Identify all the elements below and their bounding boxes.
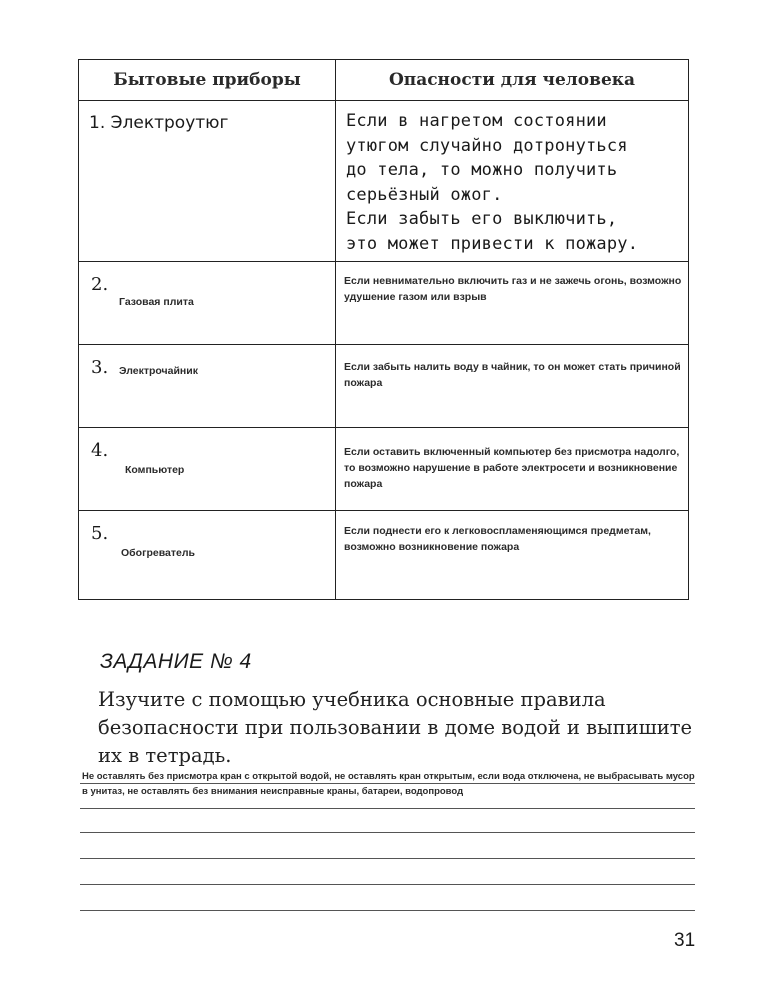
answer-line — [80, 858, 695, 859]
answer-text: Не оставлять без присмотра кран с открытой водой, не оставлять кран открытым, если вода отключена, не выбрасывать мусор в унитаз, не оставлять без внимания неисправные краны, батареи, водопровод — [82, 771, 695, 797]
appliance-name: Газовая плита — [119, 296, 194, 308]
danger-cell — [336, 511, 689, 600]
row-number: 2. — [91, 274, 109, 295]
row-number: 3. — [91, 357, 109, 378]
appliance-cell — [79, 511, 336, 600]
table-row — [79, 428, 689, 511]
table-row — [79, 101, 689, 262]
danger-text: Если невнимательно включить газ и не зажечь огонь, возможно удушение газом или взрыв — [344, 275, 682, 303]
appliance-name: Компьютер — [125, 464, 185, 476]
danger-line: серьёзный ожог. — [346, 184, 503, 205]
table-row — [79, 262, 689, 345]
danger-cell — [336, 101, 689, 262]
task-title: ЗАДАНИЕ № 4 — [100, 650, 252, 673]
danger-line: Если забыть его выключить, — [346, 209, 618, 229]
header-dangers: Опасности для человека — [336, 60, 689, 101]
danger-line: до тела, то можно получить — [346, 160, 618, 180]
table-row — [79, 345, 689, 428]
page-number: 31 — [674, 930, 696, 951]
appliance-name: Обогреватель — [121, 547, 195, 559]
answer-line — [80, 783, 695, 784]
answer-line — [80, 910, 695, 911]
appliance-name: Электрочайник — [119, 365, 198, 377]
table-row — [79, 511, 689, 600]
appliance-cell — [79, 262, 336, 345]
answer-line — [80, 832, 695, 833]
row-number: 4. — [91, 440, 109, 461]
danger-cell — [336, 428, 689, 511]
row-number: 5. — [91, 523, 109, 544]
danger-text: Если забыть налить воду в чайник, то он может стать причиной пожара — [344, 361, 681, 389]
task-instructions: Изучите с помощью учебника основные правила безопасности при пользовании в доме водой и выпишите их в тетрадь. — [98, 688, 693, 767]
appliance-cell — [79, 428, 336, 511]
appliance-name: Электроутюг — [110, 113, 229, 133]
appliances-table — [78, 59, 689, 600]
danger-cell — [336, 262, 689, 345]
answer-line — [80, 884, 695, 885]
danger-line: это может привести к пожару. — [346, 233, 639, 254]
danger-line: Если в нагретом состоянии — [346, 111, 607, 131]
appliance-label — [89, 113, 228, 133]
danger-cell — [336, 345, 689, 428]
danger-line: утюгом случайно дотронуться — [346, 135, 628, 156]
danger-text: Если оставить включенный компьютер без присмотра надолго, то возможно нарушение в работе электросети и возникновение пожара — [344, 446, 680, 490]
row-number: 1. — [89, 113, 106, 133]
appliance-cell — [79, 345, 336, 428]
header-appliances: Бытовые приборы — [79, 60, 336, 101]
danger-text — [346, 109, 680, 256]
appliance-cell — [79, 101, 336, 262]
danger-text: Если поднести его к легковоспламеняющимся предметам, возможно возникновение пожара — [344, 525, 651, 553]
answer-line — [80, 808, 695, 809]
